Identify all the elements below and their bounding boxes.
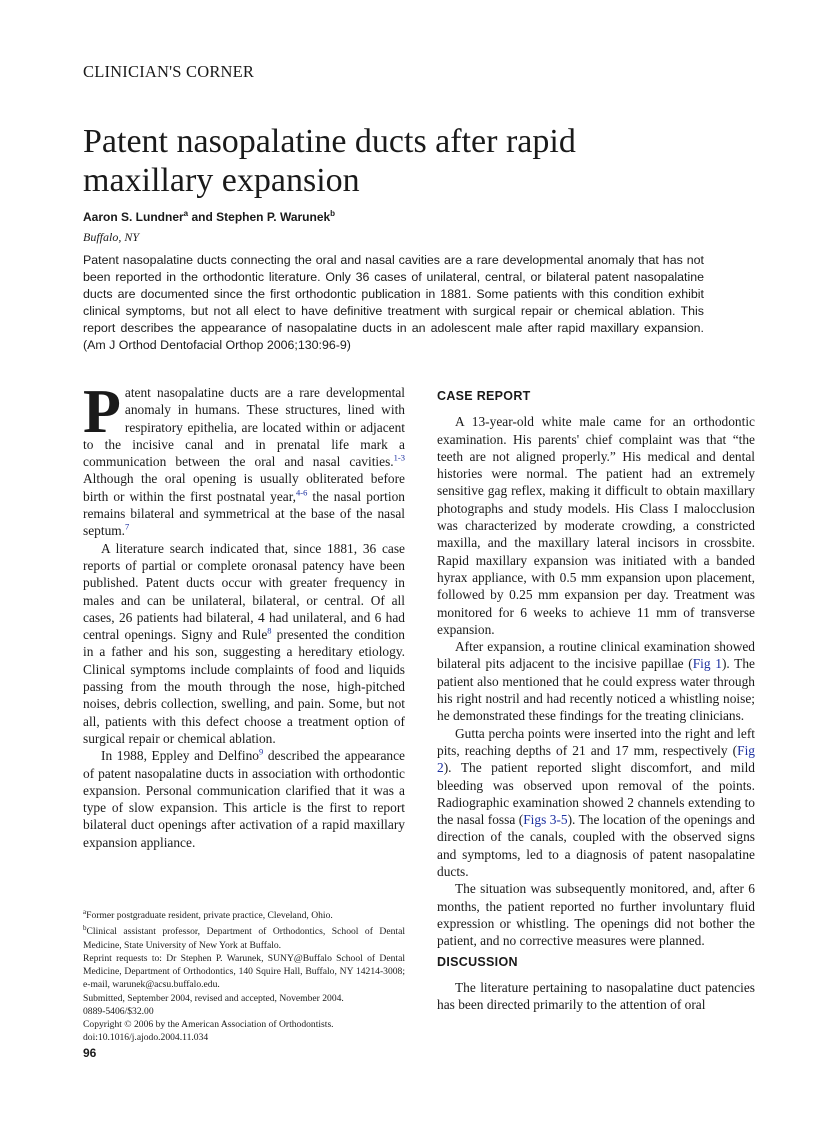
author-affiliation-mark: b — [330, 209, 336, 218]
figure-link[interactable]: Fig 1 — [692, 656, 722, 672]
citation-link[interactable]: 9 — [258, 746, 264, 757]
paragraph: A 13-year-old white male came for an orthodontic examination. His parents' chief complaint was that “the teeth are not aligned properly.” His medical and dental histories were normal. The patient had an extremely sensitive gag reflex, making it difficult to obtain maxillary photographs and study models. His Class I malocclusion was characterized by moderate crowding, a constricted maxilla, and the maxillary lateral incisors in crossbite. Rapid maxillary expansion was initiated with a banded hyrax appliance, with 0.5 mm expansion upon placement, followed by 0.25 mm expansion per day. Treatment was monitored for 6 weeks to achieve 11 mm of transverse expansion. — [437, 414, 755, 637]
authors — [83, 209, 335, 224]
figure-link[interactable]: Figs 3-5 — [523, 812, 568, 828]
citation-link[interactable]: 7 — [125, 521, 130, 532]
authors-joiner: and — [188, 210, 217, 224]
footnote: $^b$Clinical assistant professor, Department of Orthodontics, School of Dental Medicine, State University of New York at Buffalo. — [83, 924, 405, 951]
footnote: Reprint requests to: Dr Stephen P. Warunek, SUNY@Buffalo School of Dental Medicine, Department of Orthodontics, 140 Squire Hall, Buffalo, NY 14214-3008; e-mail, warunek@acsu.buffalo.edu. — [83, 952, 405, 991]
article-title: Patent nasopalatine ducts after rapid maxillary expansion — [83, 123, 576, 199]
paragraph: The situation was subsequently monitored, and, after 6 months, the patient reported no further involuntary fluid expression or whistling. The openings did not bother the patient, and no corrective measures were planned. — [437, 881, 755, 949]
author-name: Aaron S. Lundner — [83, 210, 184, 224]
paragraph: Gutta percha points were inserted into the right and left pits, reaching depths of 21 and 17 mm, respectively (Fig 2). The patient reported slight discomfort, and mild bleeding was observed upon removal of the points. Radiographic examination showed 2 channels extending to the nasal fossa (Figs 3-5). The location of the openings and direction of the canals, coupled with the observed signs and symptoms, led to a diagnosis of patent nasopalatine ducts. — [437, 725, 755, 880]
footnote: Copyright © 2006 by the American Association of Orthodontists. — [83, 1019, 334, 1030]
citation-link[interactable]: 4-6 — [295, 487, 308, 498]
footnote: Submitted, September 2004, revised and accepted, November 2004. — [83, 992, 344, 1004]
paragraph: In 1988, Eppley and Delfino$^9$ described the appearance of patent nasopalatine ducts in association with orthodontic expansion. Personal communication clarified that it was a type of slow expansion. This article is the first to report bilateral duct openings after activation of a rapid maxillary expansion appliance. — [83, 746, 405, 850]
section-label: CLINICIAN'S CORNER — [83, 62, 255, 81]
citation-link[interactable]: 8 — [267, 625, 272, 636]
author-name: Stephen P. Warunek — [216, 210, 331, 224]
paragraph: A literature search indicated that, since 1881, 36 case reports of partial or complete oronasal patency have been published. Patent ducts occur with greater frequency in males and can be unilateral, bilateral, or central. Of all cases, 26 patients had bilateral, 4 had unilateral, and 6 had central openings. Signy and Rule$^8$ presented the condition in a father and his son, suggesting a hereditary etiology. Clinical symptoms include complaints of food and liquids passing from the mouth through the nose, high-pitched noises, debris collection, swelling, and pain. Some, but not all, patients with this defect choose a treatment option of surgical repair or chemical ablation. — [83, 540, 405, 746]
left-column — [83, 378, 405, 851]
footnotes — [83, 906, 405, 1044]
footnote-mark: a — [83, 908, 87, 916]
paragraph: After expansion, a routine clinical examination showed bilateral pits adjacent to the incisive papillae (Fig 1). The patient also mentioned that he could express water through his right nostril and had recently noticed a whistling noise; he demonstrated these findings for the treating clinicians. — [437, 639, 755, 724]
page-number: 96 — [83, 1046, 97, 1060]
author-affiliation-mark: a — [183, 209, 189, 218]
section-heading: DISCUSSION — [437, 954, 518, 969]
right-column — [437, 384, 755, 1013]
abstract: Patent nasopalatine ducts connecting the oral and nasal cavities are a rare developmental anomaly that has not been reported in the orthodontic literature. Only 36 cases of unilateral, central, or bilateral patent nasopalatine ducts are documented since the first orthodontic publication in 1881. Some patients with this condition exhibit clinical symptoms, but not all elect to have definitive treatment with surgical repair or chemical ablation. This report describes the appearance of nasopalatine ducts in an adolescent male after rapid maxillary expansion. (Am J Orthod Dentofacial Orthop 2006;130:96-9) — [83, 253, 704, 352]
section-heading: CASE REPORT — [437, 389, 531, 403]
figure-link[interactable]: Fig 2 — [437, 742, 755, 776]
footnote: 0889-5406/$32.00 — [83, 1005, 154, 1017]
footnote: doi:10.1016/j.ajodo.2004.11.034 — [83, 1032, 209, 1044]
citation-link[interactable]: 1-3 — [393, 452, 405, 463]
paragraph: The literature pertaining to nasopalatine duct patencies has been directed primarily to the attention of oral — [437, 979, 755, 1013]
paragraph: Patent nasopalatine ducts are a rare developmental anomaly in humans. These structures, lined with respiratory epithelia, are located within or adjacent to the incisive canal and in prenatal life mark a communication between the oral and nasal cavities.$^{1-3}$ Although the oral opening is usually obliterated before birth or within the first postnatal year,$^{4-6}$ the nasal portion remains bilateral and symmetrical at the base of the nasal septum.$^7$ — [83, 378, 405, 539]
drop-cap: P — [83, 378, 121, 446]
footnote: $^a$Former postgraduate resident, private practice, Cleveland, Ohio. — [83, 908, 333, 922]
author-location: Buffalo, NY — [83, 230, 140, 244]
footnote-mark: b — [83, 924, 87, 933]
